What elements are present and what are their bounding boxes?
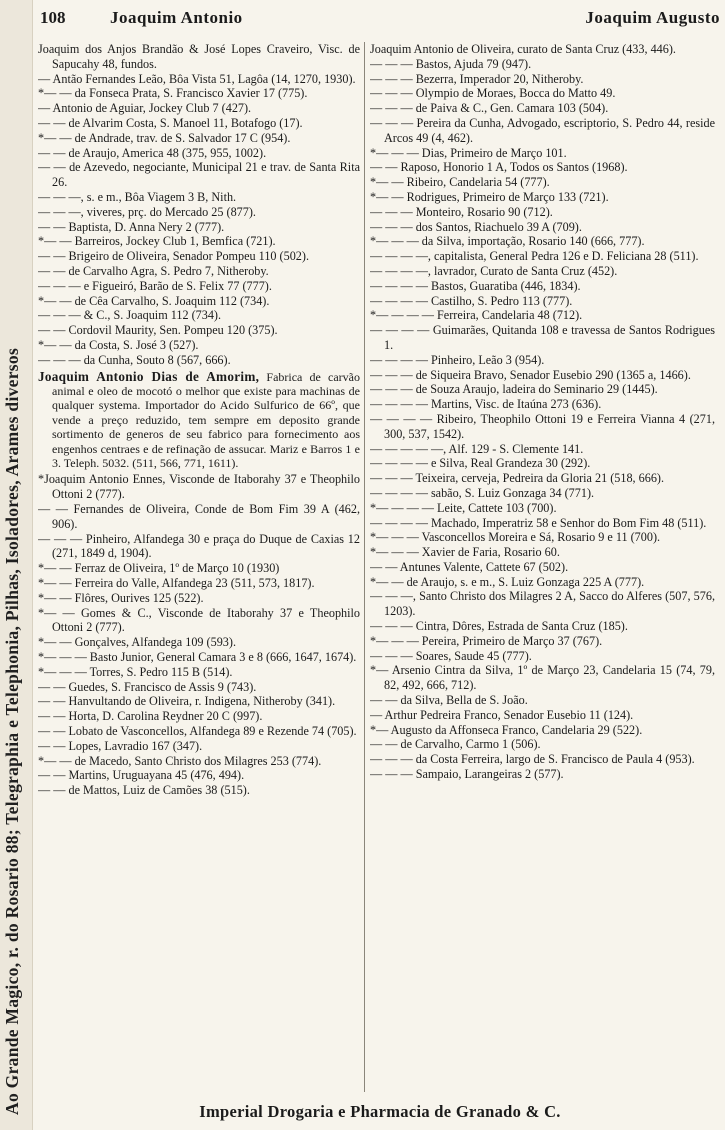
directory-entry: — — — —, capitalista, General Pedra 126 e D. Feliciana 28 (511). (370, 249, 699, 264)
featured-advertisement-entry (38, 370, 360, 471)
directory-entry: — — — — —, Alf. 129 - S. Clemente 141. (370, 441, 584, 456)
directory-entry: — — de Mattos, Luiz de Camões 38 (515). (38, 783, 250, 798)
margin-advertisement-text: Ao Grande Magico, r. do Rosario 88; Telegraphia e Telephonia, Pilhas, Isoladores, Arames diversos (2, 347, 22, 1115)
left-entry-list (38, 42, 360, 368)
directory-entry: — — de Alvarim Costa, S. Manoel 11, Botafogo (17). (38, 115, 303, 130)
directory-entry: *— — — Basto Junior, General Camara 3 e 8 (666, 1647, 1674). (38, 649, 357, 664)
directory-entry: — — — —, lavrador, Curato de Santa Cruz (452). (370, 263, 618, 278)
directory-entry: Joaquim Antonio de Oliveira, curato de Santa Cruz (433, 446). (370, 42, 676, 56)
directory-entry: — — — de Souza Araujo, ladeira do Seminario 29 (1445). (370, 382, 658, 397)
right-entry-list (370, 42, 715, 782)
directory-entry: — — —, Santo Christo dos Milagres 2 A, Sacco do Alferes (507, 576, 1203). (370, 589, 715, 619)
directory-entry: — — de Araujo, America 48 (375, 955, 1002). (38, 145, 267, 160)
directory-entry: — — Antunes Valente, Cattete 67 (502). (370, 559, 569, 574)
directory-entry: *— — de Araujo, s. e m., S. Luiz Gonzaga 225 A (777). (370, 574, 645, 589)
page-header (40, 8, 720, 30)
directory-entry: — — Brigeiro de Oliveira, Senador Pompeu 110 (502). (38, 249, 310, 264)
header-left-title: Joaquim Antonio (110, 8, 243, 27)
directory-entry: — — — — sabão, S. Luiz Gonzaga 34 (771). (370, 485, 595, 500)
directory-entry: — — — — Machado, Imperatriz 58 e Senhor do Bom Fim 48 (511). (370, 515, 707, 530)
right-column (370, 42, 715, 1092)
directory-entry: *— — — Xavier de Faria, Rosario 60. (370, 545, 560, 560)
directory-entry: — — Lobato de Vasconcellos, Alfandega 89 e Rezende 74 (705). (38, 723, 357, 738)
directory-entry: — — de Carvalho Agra, S. Pedro 7, Nitheroby. (38, 263, 269, 278)
directory-entry: — — — — Guimarães, Quitanda 108 e travessa de Santos Rodrigues 1. (370, 323, 715, 352)
directory-entry: *— — Gomes & C., Visconde de Itaborahy 37 e Theophilo Ottoni 2 (777). (38, 605, 360, 635)
directory-entry: *Joaquim Antonio Ennes, Visconde de Itaborahy 37 e Theophilo Ottoni 2 (777). (38, 472, 360, 502)
directory-entry: — Antonio de Aguiar, Jockey Club 7 (427). (38, 101, 252, 116)
directory-entry: — — — da Costa Ferreira, largo de S. Francisco de Paula 4 (953). (370, 752, 695, 767)
featured-entry-name: Joaquim Antonio Dias de Amorim, (38, 368, 260, 384)
directory-entry: *— — — Pereira, Primeiro de Março 37 (767). (370, 633, 603, 648)
margin-advertisement-band (0, 0, 33, 1130)
directory-entry: — — — Pinheiro, Alfandega 30 e praça do Duque de Caxias 12 (271, 1849 d, 1904). (38, 531, 360, 561)
header-right-title: Joaquim Augusto (585, 8, 720, 27)
directory-entry: — — — Bastos, Ajuda 79 (947). (370, 56, 532, 71)
directory-entry: — — de Azevedo, negociante, Municipal 21 e trav. de Santa Rita 26. (38, 160, 360, 190)
directory-entry: *— — Gonçalves, Alfandega 109 (593). (38, 635, 236, 650)
directory-entry: — — — Sampaio, Larangeiras 2 (577). (370, 767, 564, 782)
directory-entry: — — da Silva, Bella de S. João. (370, 693, 528, 708)
directory-entry: *— Augusto da Affonseca Franco, Candelaria 29 (522). (370, 722, 643, 737)
directory-entry: — — Lopes, Lavradio 167 (347). (38, 738, 203, 753)
column-divider (364, 42, 365, 1092)
directory-entry: Joaquim dos Anjos Brandão & José Lopes Craveiro, Visc. de Sapucahy 48, fundos. (38, 42, 360, 71)
directory-entry: — — Cordovil Maurity, Sen. Pompeu 120 (375). (38, 323, 278, 338)
directory-entry: — — — de Siqueira Bravo, Senador Eusebio 290 (1365 a, 1466). (370, 367, 691, 382)
directory-entry: — — — — Pinheiro, Leão 3 (954). (370, 352, 545, 367)
directory-entry: — — — — Castilho, S. Pedro 113 (777). (370, 293, 573, 308)
directory-entry: *— — da Costa, S. José 3 (527). (38, 337, 199, 352)
left-column (38, 42, 360, 1092)
directory-entry: *— Arsenio Cintra da Silva, 1º de Março 23, Candelaria 15 (74, 79, 82, 492, 666, 712). (370, 663, 715, 693)
directory-entry: — — — e Figueiró, Barão de S. Felix 77 (777). (38, 278, 272, 293)
directory-entry: — — — Pereira da Cunha, Advogado, escriptorio, S. Pedro 44, reside Arcos 49 (4, 462). (370, 115, 715, 145)
directory-entry: — — — dos Santos, Riachuelo 39 A (709). (370, 219, 582, 234)
directory-entry: — — Guedes, S. Francisco de Assis 9 (743). (38, 679, 257, 694)
directory-entry: *— — — da Silva, importação, Rosario 140 (666, 777). (370, 234, 645, 249)
directory-entry: — — de Carvalho, Carmo 1 (506). (370, 737, 541, 752)
directory-entry: *— — de Andrade, trav. de S. Salvador 17 C (954). (38, 130, 291, 145)
directory-entry: — — — Monteiro, Rosario 90 (712). (370, 204, 553, 219)
directory-entry: *— — Barreiros, Jockey Club 1, Bemfica (721). (38, 234, 276, 249)
directory-entry: — — Horta, D. Carolina Reydner 20 C (997). (38, 709, 263, 724)
left-entry-list-continued (38, 472, 360, 798)
directory-entry: *— — da Fonseca Prata, S. Francisco Xavier 17 (775). (38, 86, 308, 101)
directory-entry: — — Baptista, D. Anna Nery 2 (777). (38, 219, 225, 234)
featured-entry-text: Fabrica de carvão animal e oleo de mocotó o melhor que existe para machinas de qualquer systema. Importador do Acido Sulfurico de 66º, que vende a preço reduzido, tem sempre em deposito grande sortimento de generos de seu fabrico para fornecimento aos engenhos centraes e de refinação de assucar. Mariz e Barros 1 e 3. Teleph. 5032. (511, 566, 771, 1611). (52, 369, 360, 470)
directory-entry: — — — Teixeira, cerveja, Pedreira da Gloria 21 (518, 666). (370, 471, 665, 486)
directory-entry: — — —, s. e m., Bôa Viagem 3 B, Nith. (38, 189, 237, 204)
directory-entry: *— — — Vasconcellos Moreira e Sá, Rosario 9 e 11 (700). (370, 530, 661, 545)
directory-entry: — — Raposo, Honorio 1 A, Todos os Santos (1968). (370, 160, 628, 175)
directory-entry: — — — Cintra, Dôres, Estrada de Santa Cruz (185). (370, 619, 628, 634)
directory-entry: *— — de Macedo, Santo Christo dos Milagres 253 (774). (38, 753, 322, 768)
directory-entry: — — — — Martins, Visc. de Itaúna 273 (636). (370, 397, 602, 412)
directory-entry: *— — — — Ferreira, Candelaria 48 (712). (370, 308, 583, 323)
directory-entry: — Antão Fernandes Leão, Bôa Vista 51, Lagôa (14, 1270, 1930). (38, 71, 356, 86)
directory-entry: *— — — — Leite, Cattete 103 (700). (370, 500, 557, 515)
directory-entry: — — Fernandes de Oliveira, Conde de Bom Fim 39 A (462, 906). (38, 501, 360, 531)
directory-entry: — — — Soares, Saude 45 (777). (370, 648, 532, 663)
page-number: 108 (40, 8, 66, 27)
directory-entry: — — — de Paiva & C., Gen. Camara 103 (504). (370, 101, 609, 116)
directory-entry: — — — Bezerra, Imperador 20, Nitheroby. (370, 71, 584, 86)
directory-entry: — — —, viveres, prç. do Mercado 25 (877). (38, 204, 256, 219)
directory-entry: *— — — Dias, Primeiro de Março 101. (370, 145, 567, 160)
directory-entry: *— — — Torres, S. Pedro 115 B (514). (38, 664, 233, 679)
directory-entry: *— — Rodrigues, Primeiro de Março 133 (721). (370, 189, 609, 204)
directory-entry: *— — Ribeiro, Candelaria 54 (777). (370, 175, 550, 190)
footer-advertisement: Imperial Drogaria e Pharmacia de Granado & C. (199, 1102, 561, 1121)
directory-entry: *— — Flôres, Ourives 125 (522). (38, 590, 204, 605)
directory-entry: — — — & C., S. Joaquim 112 (734). (38, 308, 222, 323)
directory-entry: — — — — Bastos, Guaratiba (446, 1834). (370, 278, 581, 293)
directory-entry: — Arthur Pedreira Franco, Senador Eusebio 11 (124). (370, 707, 634, 722)
directory-entry: — — Hanvultando de Oliveira, r. Indigena, Nitheroby (341). (38, 694, 336, 709)
directory-entry: — — — Olympio de Moraes, Bocca do Matto 49. (370, 86, 616, 101)
directory-entry: *— — Ferraz de Oliveira, 1º de Março 10 (1930) (38, 561, 280, 576)
directory-entry: — — — da Cunha, Souto 8 (567, 666). (38, 352, 231, 367)
directory-entry: *— — de Cêa Carvalho, S. Joaquim 112 (734). (38, 293, 270, 308)
directory-entry: — — — — e Silva, Real Grandeza 30 (292). (370, 456, 591, 471)
directory-entry: — — — — Ribeiro, Theophilo Ottoni 19 e Ferreira Vianna 4 (271, 300, 537, 1542). (370, 411, 715, 441)
directory-entry: — — Martins, Uruguayana 45 (476, 494). (38, 768, 245, 783)
directory-entry: *— — Ferreira do Valle, Alfandega 23 (511, 573, 1817). (38, 575, 315, 590)
